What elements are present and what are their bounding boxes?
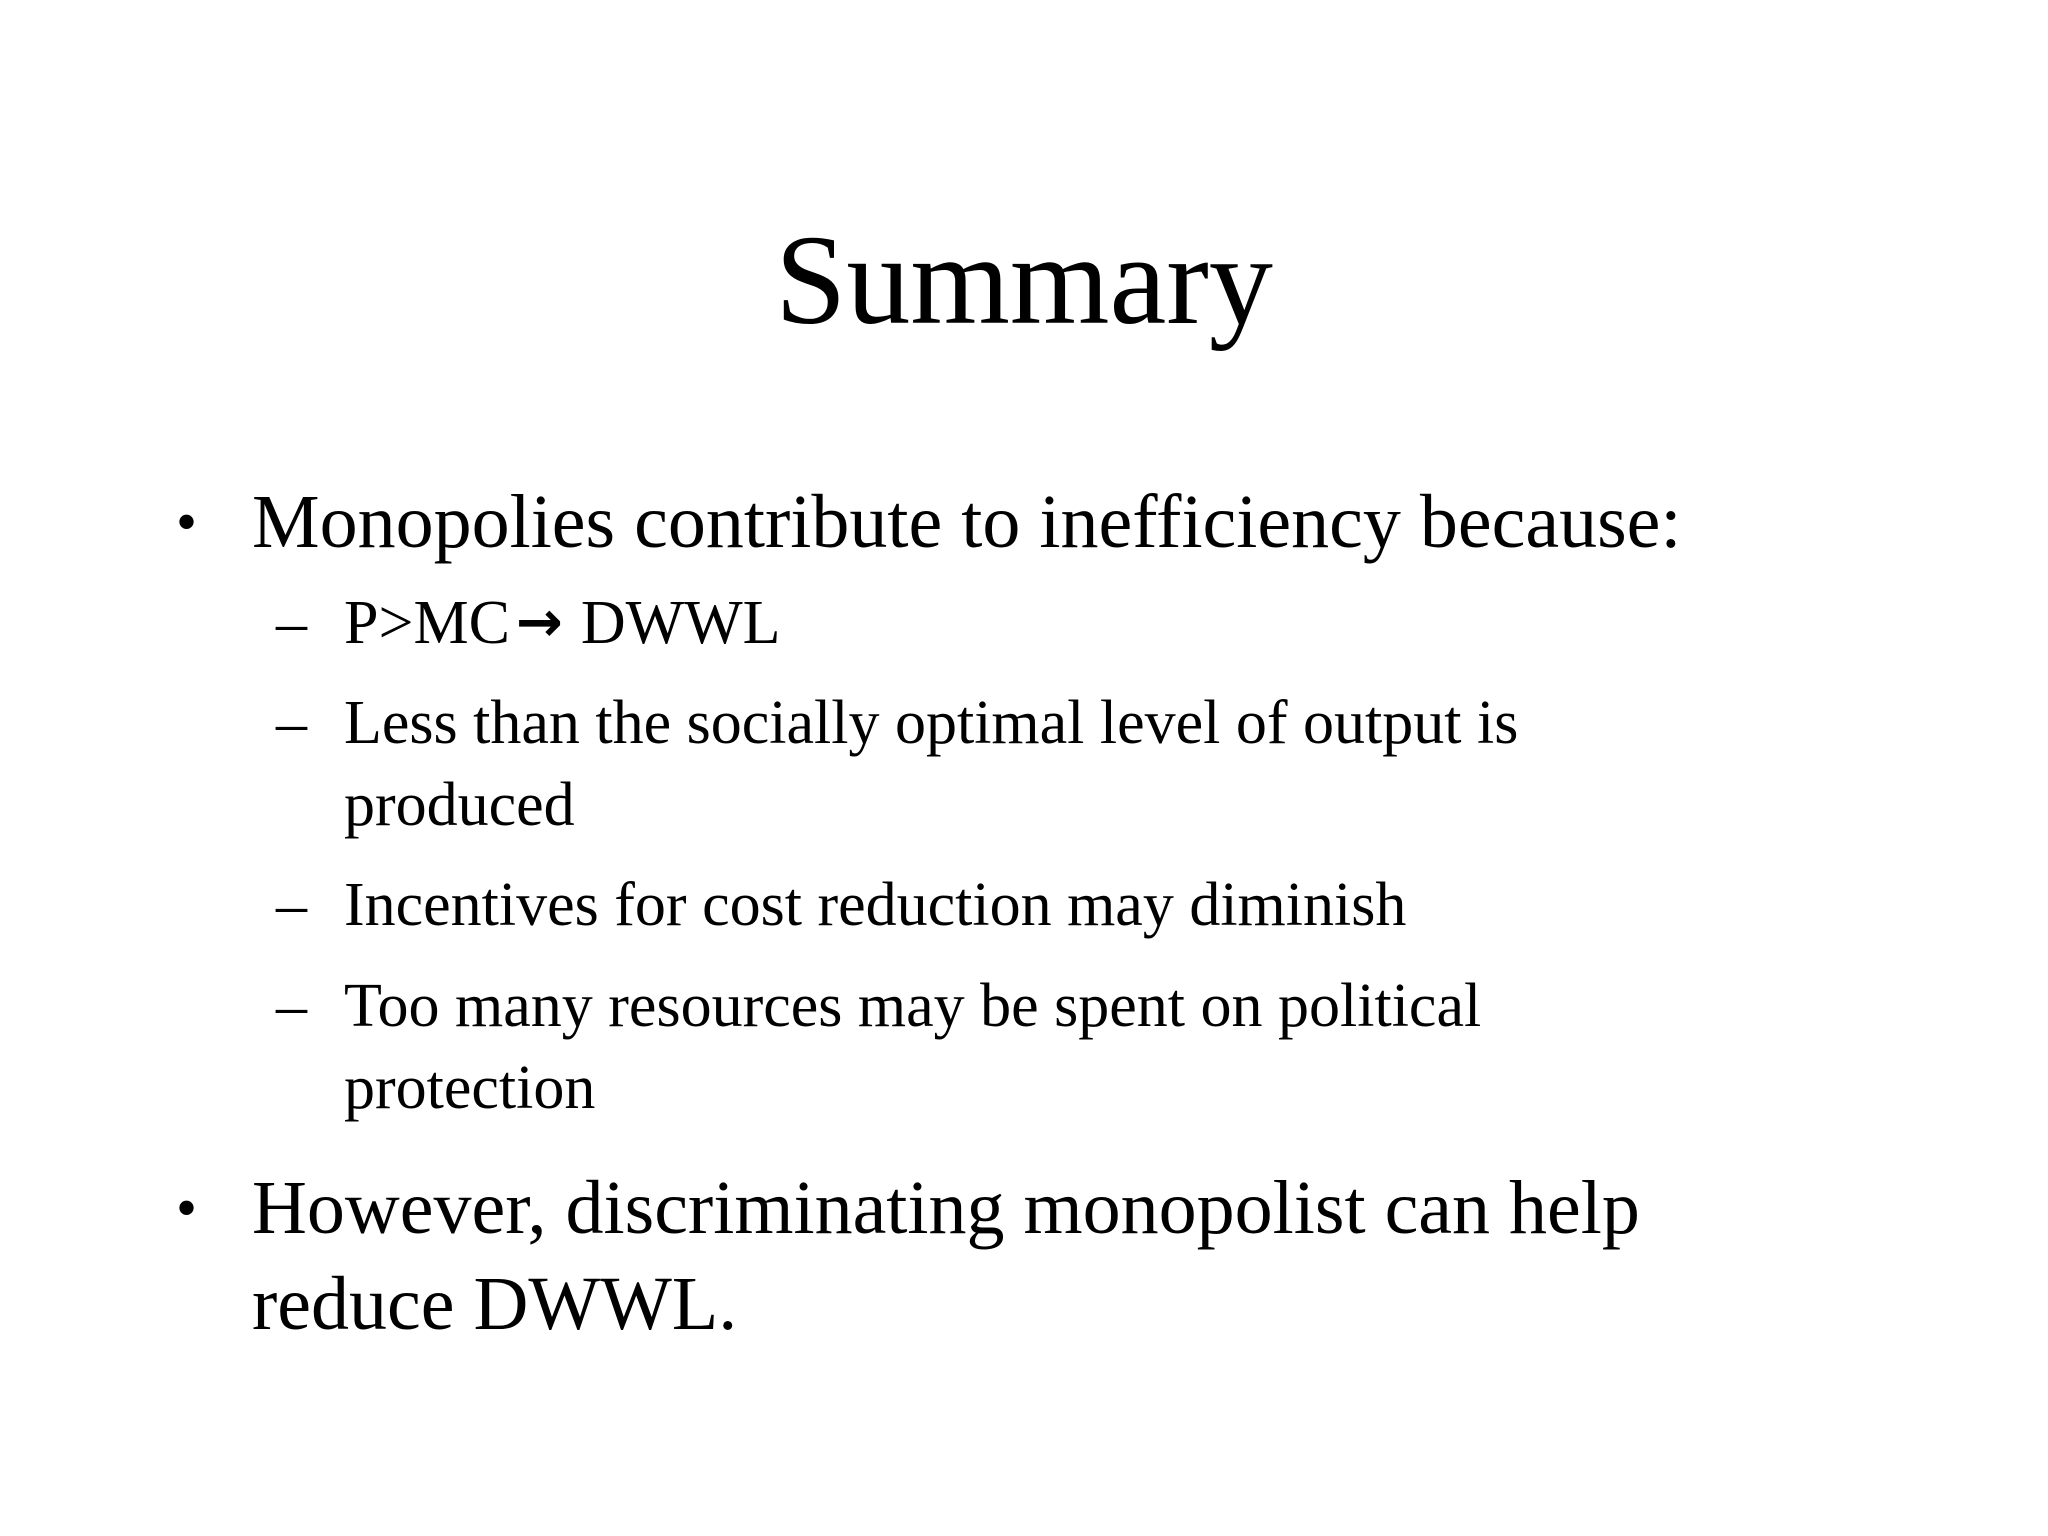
right-arrow-icon: → — [515, 590, 563, 655]
sub-point-price-above-mc — [276, 582, 1844, 664]
bullet-text: Monopolies contribute to inefficiency because: — [252, 480, 1682, 564]
bullet-point-monopolies — [176, 478, 1902, 566]
sub-point-cost-reduction — [276, 864, 1844, 946]
dash-icon: – — [276, 871, 307, 939]
slide-title: Summary — [775, 209, 1273, 351]
sub-point-political-protection — [276, 965, 1694, 1129]
sub-text: Too many resources may be spent on political protection — [344, 972, 1482, 1122]
bullet-icon: • — [176, 489, 198, 555]
dash-icon: – — [276, 689, 307, 757]
sub-point-less-output — [276, 682, 1734, 846]
bullet-text: However, discriminating monopolist can help reduce DWWL. — [252, 1166, 1640, 1346]
sub-text-right: DWWL — [580, 589, 781, 657]
sub-text: Less than the socially optimal level of output is produced — [344, 689, 1519, 839]
dash-icon: – — [276, 589, 307, 657]
sub-text: Incentives for cost reduction may diminish — [344, 871, 1407, 939]
bullet-point-discriminating-monopolist — [176, 1160, 1772, 1352]
dash-icon: – — [276, 972, 307, 1040]
sub-text-left: P>MC — [344, 589, 510, 657]
bullet-icon: • — [176, 1175, 198, 1241]
